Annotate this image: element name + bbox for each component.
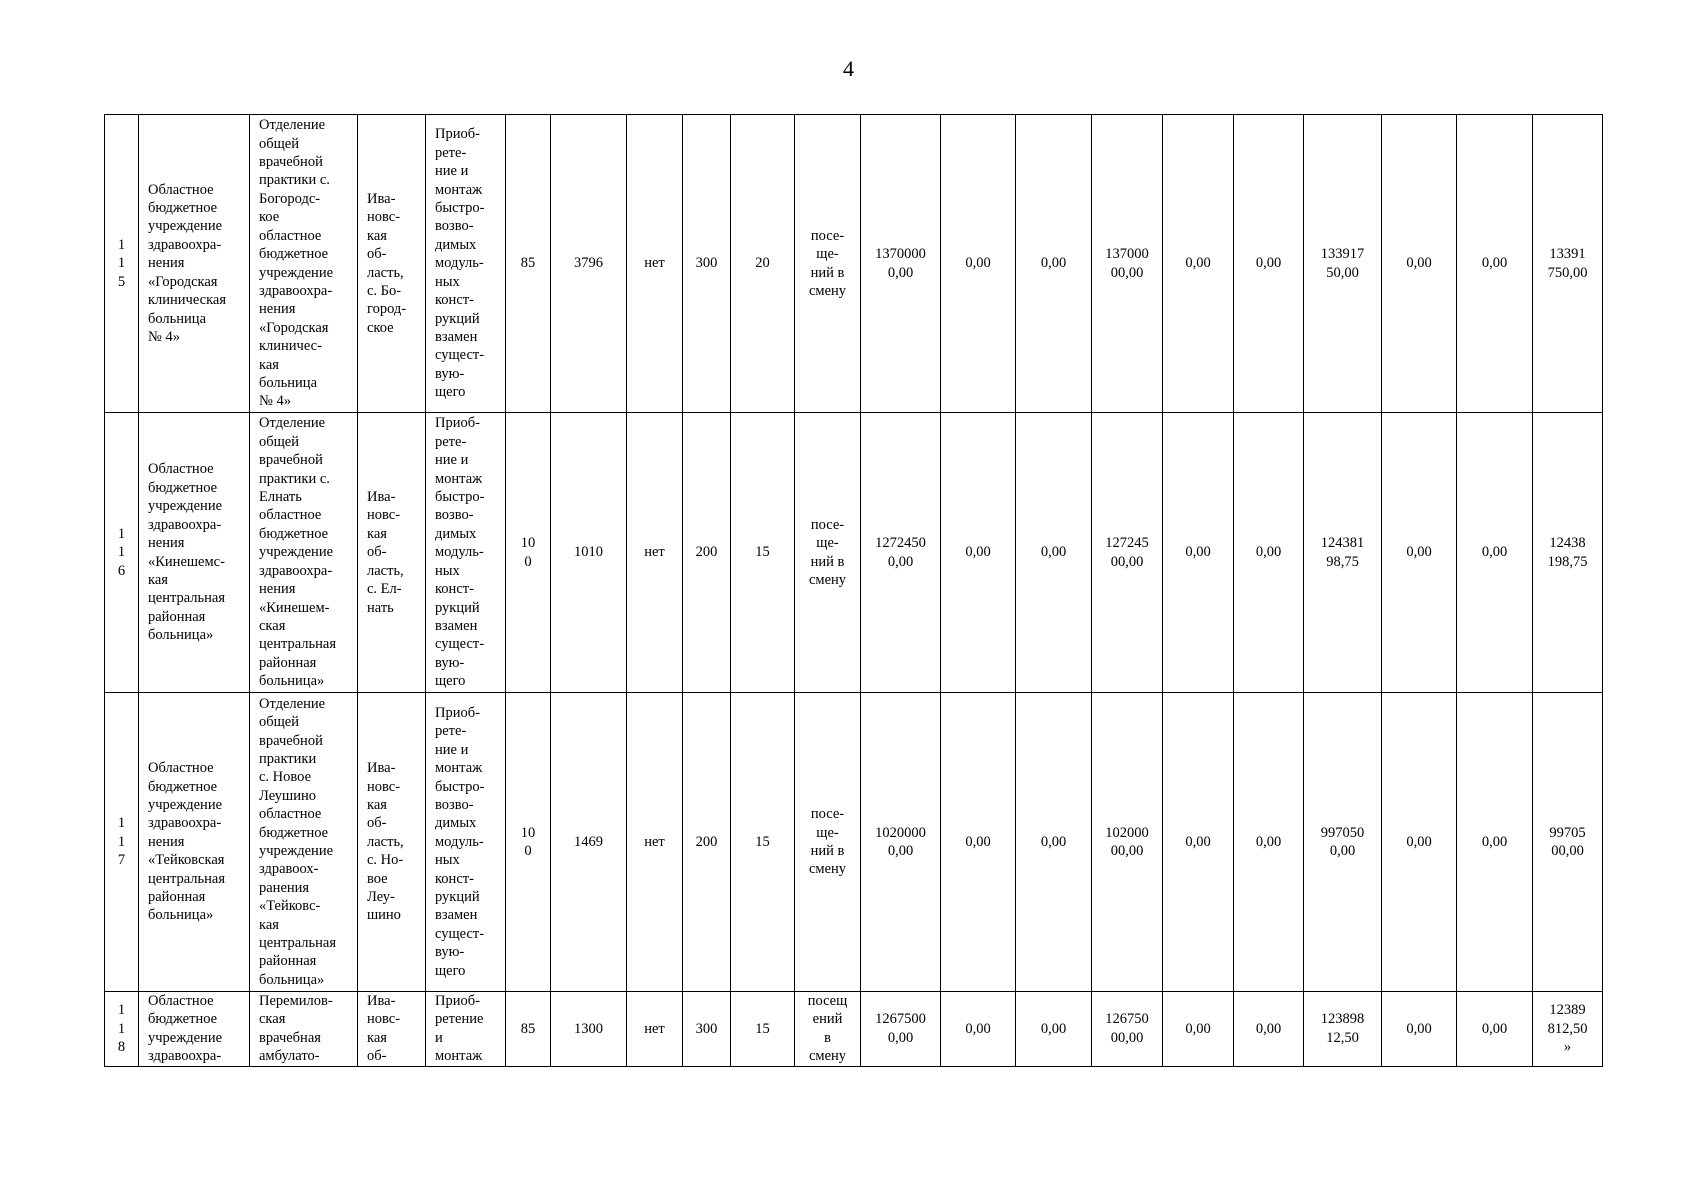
cost-total-cell: 1370000 0,00 (861, 115, 941, 413)
unit-cell: посе- ще- ний в смену (795, 413, 861, 693)
area-cell: 85 (506, 992, 551, 1067)
unit-cell: посещ ений в смену (795, 992, 861, 1067)
work-type-cell: Приоб- рете- ние и монтаж быстро- возво- димых модуль- ных конст- рукций взамен сущест- вую- щего (426, 693, 506, 992)
institution-cell: Областное бюджетное учреждение здравоохра- нения «Тейковская центральная районная больница» (139, 693, 250, 992)
value-cell-b: 0,00 (1234, 693, 1304, 992)
amount-cell: 137000 00,00 (1092, 115, 1163, 413)
final-amount-cell: 12438 198,75 (1533, 413, 1603, 693)
value-cell-a: 0,00 (1163, 693, 1234, 992)
amount-cell: 102000 00,00 (1092, 693, 1163, 992)
row-number-cell: 1 1 5 (105, 115, 139, 413)
address-cell: Ива- новс- кая об- ласть, с. Бо- город- ское (358, 115, 426, 413)
regional-cell: 0,00 (1016, 992, 1092, 1067)
table-row (105, 413, 1603, 693)
address-cell: Ива- новс- кая об- ласть, с. Но- вое Леу- шино (358, 693, 426, 992)
capacity-cell: 300 (683, 115, 731, 413)
subsidy-cell: 997050 0,00 (1304, 693, 1382, 992)
population-cell: 1469 (551, 693, 627, 992)
value-cell-d: 0,00 (1457, 992, 1533, 1067)
final-amount-cell: 13391 750,00 (1533, 115, 1603, 413)
federal-cell: 0,00 (941, 693, 1016, 992)
subsidy-cell: 123898 12,50 (1304, 992, 1382, 1067)
facility-cell: Перемилов- ская врачебная амбулато- (250, 992, 358, 1067)
regional-cell: 0,00 (1016, 413, 1092, 693)
table-row (105, 115, 1603, 413)
amount-cell: 126750 00,00 (1092, 992, 1163, 1067)
subsidy-cell: 124381 98,75 (1304, 413, 1382, 693)
staff-cell: 15 (731, 693, 795, 992)
value-cell-b: 0,00 (1234, 115, 1304, 413)
facilities-table (104, 114, 1603, 1067)
institution-cell: Областное бюджетное учреждение здравоохра- (139, 992, 250, 1067)
value-cell-d: 0,00 (1457, 693, 1533, 992)
cost-total-cell: 1267500 0,00 (861, 992, 941, 1067)
population-cell: 3796 (551, 115, 627, 413)
existing-cell: нет (627, 693, 683, 992)
amount-cell: 127245 00,00 (1092, 413, 1163, 693)
value-cell-c: 0,00 (1382, 413, 1457, 693)
value-cell-d: 0,00 (1457, 115, 1533, 413)
address-cell: Ива- новс- кая об- ласть, с. Ел- нать (358, 413, 426, 693)
capacity-cell: 300 (683, 992, 731, 1067)
address-cell: Ива- новс- кая об- (358, 992, 426, 1067)
area-cell: 10 0 (506, 413, 551, 693)
federal-cell: 0,00 (941, 413, 1016, 693)
final-amount-cell: 99705 00,00 (1533, 693, 1603, 992)
capacity-cell: 200 (683, 693, 731, 992)
value-cell-c: 0,00 (1382, 115, 1457, 413)
value-cell-b: 0,00 (1234, 992, 1304, 1067)
facility-cell: Отделение общей врачебной практики с. Елнать областное бюджетное учреждение здравоохра- нения «Кинешем- ская центральная районная больница» (250, 413, 358, 693)
staff-cell: 15 (731, 413, 795, 693)
regional-cell: 0,00 (1016, 115, 1092, 413)
row-number-cell: 1 1 7 (105, 693, 139, 992)
value-cell-a: 0,00 (1163, 413, 1234, 693)
table-row (105, 693, 1603, 992)
facility-cell: Отделение общей врачебной практики с. Новое Леушино областное бюджетное учреждение здравоох- ранения «Тейковс- кая центральная районная больница» (250, 693, 358, 992)
unit-cell: посе- ще- ний в смену (795, 115, 861, 413)
population-cell: 1010 (551, 413, 627, 693)
federal-cell: 0,00 (941, 992, 1016, 1067)
area-cell: 85 (506, 115, 551, 413)
subsidy-cell: 133917 50,00 (1304, 115, 1382, 413)
value-cell-b: 0,00 (1234, 413, 1304, 693)
existing-cell: нет (627, 115, 683, 413)
capacity-cell: 200 (683, 413, 731, 693)
page-number: 4 (843, 56, 854, 81)
table-row (105, 992, 1603, 1067)
work-type-cell: Приоб- ретение и монтаж (426, 992, 506, 1067)
facility-cell: Отделение общей врачебной практики с. Богородс- кое областное бюджетное учреждение здравоохра- нения «Городская клиничес- кая больница № 4» (250, 115, 358, 413)
existing-cell: нет (627, 413, 683, 693)
value-cell-d: 0,00 (1457, 413, 1533, 693)
existing-cell: нет (627, 992, 683, 1067)
work-type-cell: Приоб- рете- ние и монтаж быстро- возво- димых модуль- ных конст- рукций взамен сущест- вую- щего (426, 413, 506, 693)
cost-total-cell: 1020000 0,00 (861, 693, 941, 992)
value-cell-a: 0,00 (1163, 115, 1234, 413)
staff-cell: 20 (731, 115, 795, 413)
value-cell-c: 0,00 (1382, 693, 1457, 992)
area-cell: 10 0 (506, 693, 551, 992)
federal-cell: 0,00 (941, 115, 1016, 413)
regional-cell: 0,00 (1016, 693, 1092, 992)
population-cell: 1300 (551, 992, 627, 1067)
institution-cell: Областное бюджетное учреждение здравоохра- нения «Городская клиническая больница № 4» (139, 115, 250, 413)
value-cell-a: 0,00 (1163, 992, 1234, 1067)
cost-total-cell: 1272450 0,00 (861, 413, 941, 693)
final-amount-cell: 12389 812,50 » (1533, 992, 1603, 1067)
row-number-cell: 1 1 8 (105, 992, 139, 1067)
work-type-cell: Приоб- рете- ние и монтаж быстро- возво- димых модуль- ных конст- рукций взамен сущест- вую- щего (426, 115, 506, 413)
staff-cell: 15 (731, 992, 795, 1067)
unit-cell: посе- ще- ний в смену (795, 693, 861, 992)
institution-cell: Областное бюджетное учреждение здравоохра- нения «Кинешемс- кая центральная районная больница» (139, 413, 250, 693)
row-number-cell: 1 1 6 (105, 413, 139, 693)
value-cell-c: 0,00 (1382, 992, 1457, 1067)
